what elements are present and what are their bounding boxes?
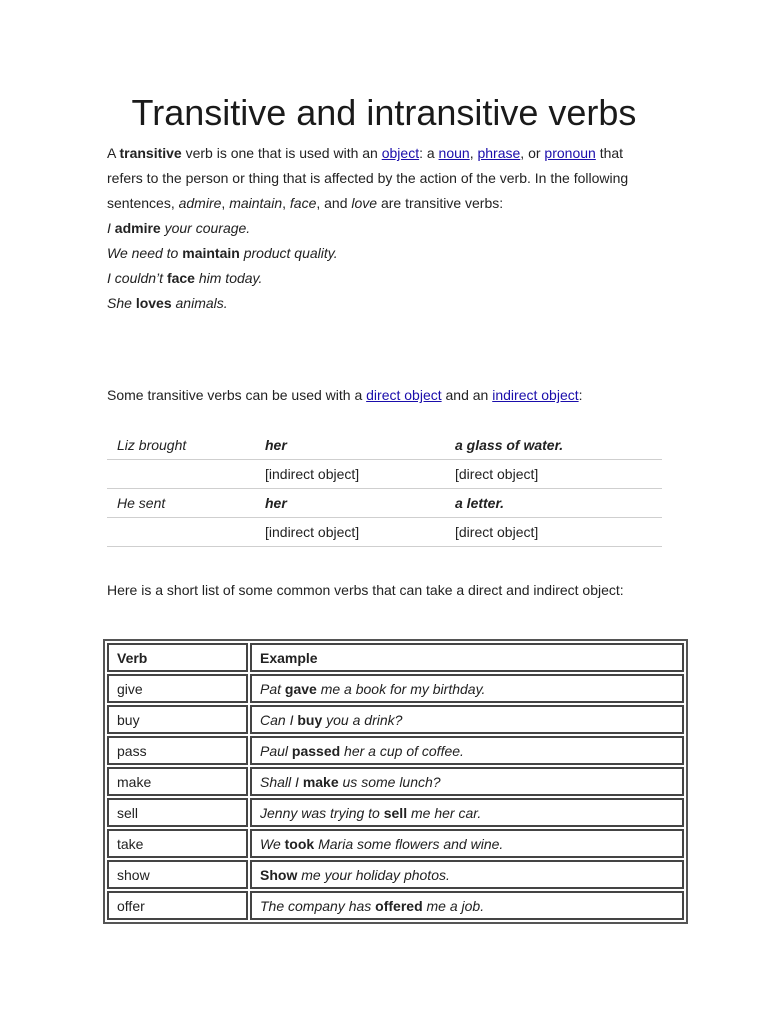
term-transitive: transitive — [119, 145, 182, 161]
link-indirect-object[interactable]: indirect object — [492, 387, 579, 403]
text: , — [282, 195, 290, 211]
example-sentence — [107, 291, 647, 316]
table-cell: He sent — [107, 489, 255, 518]
table-cell — [107, 460, 255, 489]
text: product quality. — [239, 245, 338, 261]
text: me a job. — [422, 897, 485, 914]
verb-face: face — [289, 195, 317, 211]
verb-bold: buy — [297, 711, 323, 728]
verb-bold: gave — [284, 680, 317, 697]
table-cell — [107, 518, 255, 547]
text: and an — [441, 387, 493, 403]
verb-bold: took — [284, 835, 315, 852]
text: your courage. — [160, 220, 251, 236]
verb-bold: make — [302, 773, 339, 790]
table-cell: [direct object] — [445, 518, 662, 547]
table-cell: [direct object] — [445, 460, 662, 489]
verb-cell: take — [107, 829, 248, 858]
intro-paragraph — [107, 141, 647, 216]
text: me your holiday photos. — [297, 866, 450, 883]
text: her a cup of coffee. — [340, 742, 464, 759]
text: I couldn’t — [107, 270, 167, 286]
verb-cell: sell — [107, 798, 248, 827]
table-row — [107, 460, 662, 489]
example-cell — [250, 674, 684, 703]
verb-cell: offer — [107, 891, 248, 920]
text: The company has — [260, 897, 376, 914]
verb-cell: pass — [107, 736, 248, 765]
example-cell — [250, 705, 684, 734]
verb-maintain: maintain — [229, 195, 283, 211]
text: Jenny was trying to — [260, 804, 384, 821]
text: , and — [316, 195, 352, 211]
verb-bold: offered — [375, 897, 423, 914]
link-pronoun[interactable]: pronoun — [544, 145, 596, 161]
verb-cell: show — [107, 860, 248, 889]
text: him today. — [194, 270, 263, 286]
table-row — [107, 767, 684, 796]
column-header-example: Example — [250, 643, 684, 672]
table-row — [107, 674, 684, 703]
example-sentence — [107, 241, 647, 266]
example-cell — [250, 736, 684, 765]
table-cell: her — [255, 489, 445, 518]
table-row — [107, 705, 684, 734]
verb-cell: give — [107, 674, 248, 703]
example-cell — [250, 891, 684, 920]
table-row — [107, 798, 684, 827]
text: A — [107, 145, 120, 161]
table-header-row — [107, 643, 684, 672]
example-cell — [250, 829, 684, 858]
text: us some lunch? — [338, 773, 441, 790]
example-sentence — [107, 216, 647, 241]
intro-section — [107, 141, 647, 316]
table-cell: Liz brought — [107, 431, 255, 460]
text: , — [221, 195, 230, 211]
verb-table — [103, 639, 688, 924]
text: Some transitive verbs can be used with a — [107, 387, 367, 403]
table-cell: [indirect object] — [255, 460, 445, 489]
direct-indirect-paragraph — [107, 383, 667, 408]
text: that refers to the person or thing that is affected by the action of the verb. In the following sentences, — [107, 145, 629, 211]
text: you a drink? — [322, 711, 403, 728]
table-cell: a letter. — [445, 489, 662, 518]
verb-bold: maintain — [182, 245, 240, 261]
text: , — [469, 145, 478, 161]
text: me her car. — [407, 804, 482, 821]
example-sentence — [107, 266, 647, 291]
text: me a book for my birthday. — [316, 680, 486, 697]
verb-cell: buy — [107, 705, 248, 734]
common-verbs-paragraph: Here is a short list of some common verbs that can take a direct and indirect object: — [107, 582, 624, 598]
verb-bold: face — [166, 270, 195, 286]
text: Can I — [260, 711, 298, 728]
example-cell — [250, 860, 684, 889]
page-title: Transitive and intransitive verbs — [131, 92, 637, 133]
text: She — [107, 295, 136, 311]
verb-cell: make — [107, 767, 248, 796]
text: Pat — [260, 680, 285, 697]
verb-admire: admire — [178, 195, 222, 211]
text: I — [107, 220, 115, 236]
column-header-verb: Verb — [107, 643, 248, 672]
text: : a — [419, 145, 439, 161]
example-cell — [250, 767, 684, 796]
table-cell: a glass of water. — [445, 431, 662, 460]
table-row — [107, 431, 662, 460]
text: animals. — [171, 295, 228, 311]
text: verb is one that is used with an — [181, 145, 382, 161]
text: : — [578, 387, 583, 403]
table-row — [107, 829, 684, 858]
table-row — [107, 489, 662, 518]
verb-bold: Show — [260, 866, 298, 883]
example-sentences — [107, 216, 647, 316]
example-cell — [250, 798, 684, 827]
object-table — [107, 431, 662, 547]
verb-bold: loves — [135, 295, 172, 311]
table-row — [107, 860, 684, 889]
text: Paul — [260, 742, 292, 759]
link-noun[interactable]: noun — [438, 145, 470, 161]
verb-bold: sell — [383, 804, 408, 821]
table-cell: [indirect object] — [255, 518, 445, 547]
verb-bold: passed — [291, 742, 341, 759]
text: Maria some flowers and wine. — [314, 835, 504, 852]
link-phrase[interactable]: phrase — [477, 145, 521, 161]
text: Shall I — [260, 773, 303, 790]
verb-love: love — [351, 195, 378, 211]
text: , or — [520, 145, 545, 161]
table-row — [107, 736, 684, 765]
text: We need to — [107, 245, 183, 261]
table-cell: her — [255, 431, 445, 460]
text: We — [260, 835, 285, 852]
table-row — [107, 891, 684, 920]
link-object[interactable]: object — [381, 145, 420, 161]
text: are transitive verbs: — [377, 195, 504, 211]
verb-bold: admire — [114, 220, 161, 236]
link-direct-object[interactable]: direct object — [366, 387, 442, 403]
table-row — [107, 518, 662, 547]
